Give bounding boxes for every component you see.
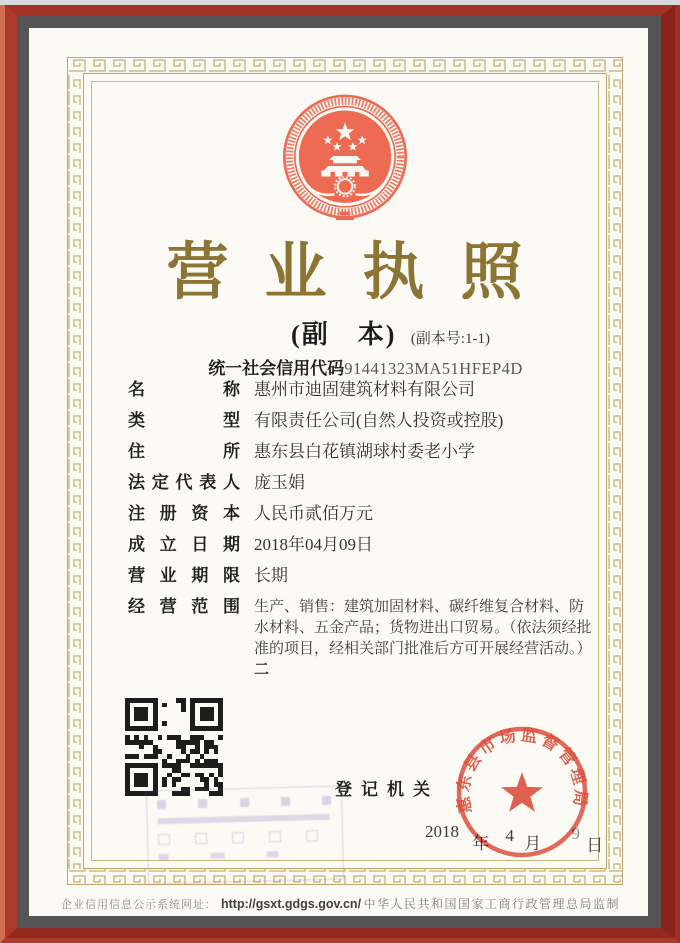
credit-code-label: 统一社会信用代码 (208, 359, 345, 378)
date-year-unit: 年 (472, 834, 490, 853)
field-row-address (128, 442, 598, 461)
date-month: 4 (505, 826, 514, 845)
date-day-unit: 日 (586, 836, 604, 855)
scan-edge-artifact (0, 0, 680, 5)
date-day: 9 (571, 824, 580, 843)
field-label: 类型 (128, 411, 240, 430)
national-emblem-icon (279, 94, 411, 226)
field-value: 2018年04月09日 (254, 535, 373, 554)
qr-code (125, 698, 223, 796)
certificate-paper (29, 28, 648, 916)
field-row-est-date (128, 535, 598, 554)
scope-text: 生产、销售：建筑加固材料、碳纤维复合材料、防水材料、五金产品；货物进出口贸易。（依法须经批准的项目，经相关部门批准后方可开展经营活动。） (254, 599, 592, 657)
field-label: 名称 (128, 380, 240, 399)
license-fields (128, 380, 598, 693)
field-row-term (128, 566, 598, 585)
field-row-capital (128, 504, 598, 523)
footer-right-text: 中华人民共和国国家工商行政管理总局监制 (363, 897, 620, 911)
scope-terminator-mark: 二 (254, 662, 270, 678)
faint-blue-stamp (146, 785, 344, 884)
field-value: 人民币贰佰万元 (254, 504, 373, 523)
date-year: 2018 (425, 822, 459, 841)
license-title: 营业执照 (166, 239, 559, 307)
license-subtitle-row (81, 314, 680, 351)
field-label: 住所 (128, 442, 240, 461)
official-seal (452, 722, 592, 862)
registration-authority-label: 登记机关 (335, 780, 439, 799)
credit-code-value: 91441323MA51HFEP4D (344, 359, 523, 378)
field-value: 惠州市迪固建筑材料有限公司 (254, 380, 475, 399)
field-row-name (128, 380, 598, 399)
field-label: 经营范围 (128, 597, 240, 616)
footer-left (61, 895, 361, 913)
field-value: 有限责任公司(自然人投资或控股) (254, 411, 504, 430)
field-value: 惠东县白花镇湖球村委老小学 (254, 442, 475, 461)
copy-number: (副本号:1-1) (410, 331, 490, 347)
credit-code-row (56, 354, 675, 379)
field-label: 营业期限 (128, 566, 240, 585)
duplicate-label: (副 本) (291, 320, 397, 349)
field-value (254, 597, 598, 681)
seal-star-icon (501, 772, 543, 812)
field-row-legal-rep (128, 473, 598, 492)
field-value: 庞玉娟 (254, 473, 305, 492)
footer-url: http://gsxt.gdgs.gov.cn/ (221, 897, 362, 911)
field-label: 法定代表人 (128, 473, 240, 492)
field-row-scope (128, 597, 598, 681)
footer (29, 895, 648, 913)
field-row-type (128, 411, 598, 430)
footer-left-label: 企业信用信息公示系统网址： (61, 899, 217, 911)
date-month-unit: 月 (524, 834, 542, 853)
field-label: 注册资本 (128, 504, 240, 523)
field-label: 成立日期 (128, 535, 240, 554)
seal-text: 惠东县市场监督管理局 (453, 725, 591, 815)
field-value: 长期 (254, 566, 288, 585)
